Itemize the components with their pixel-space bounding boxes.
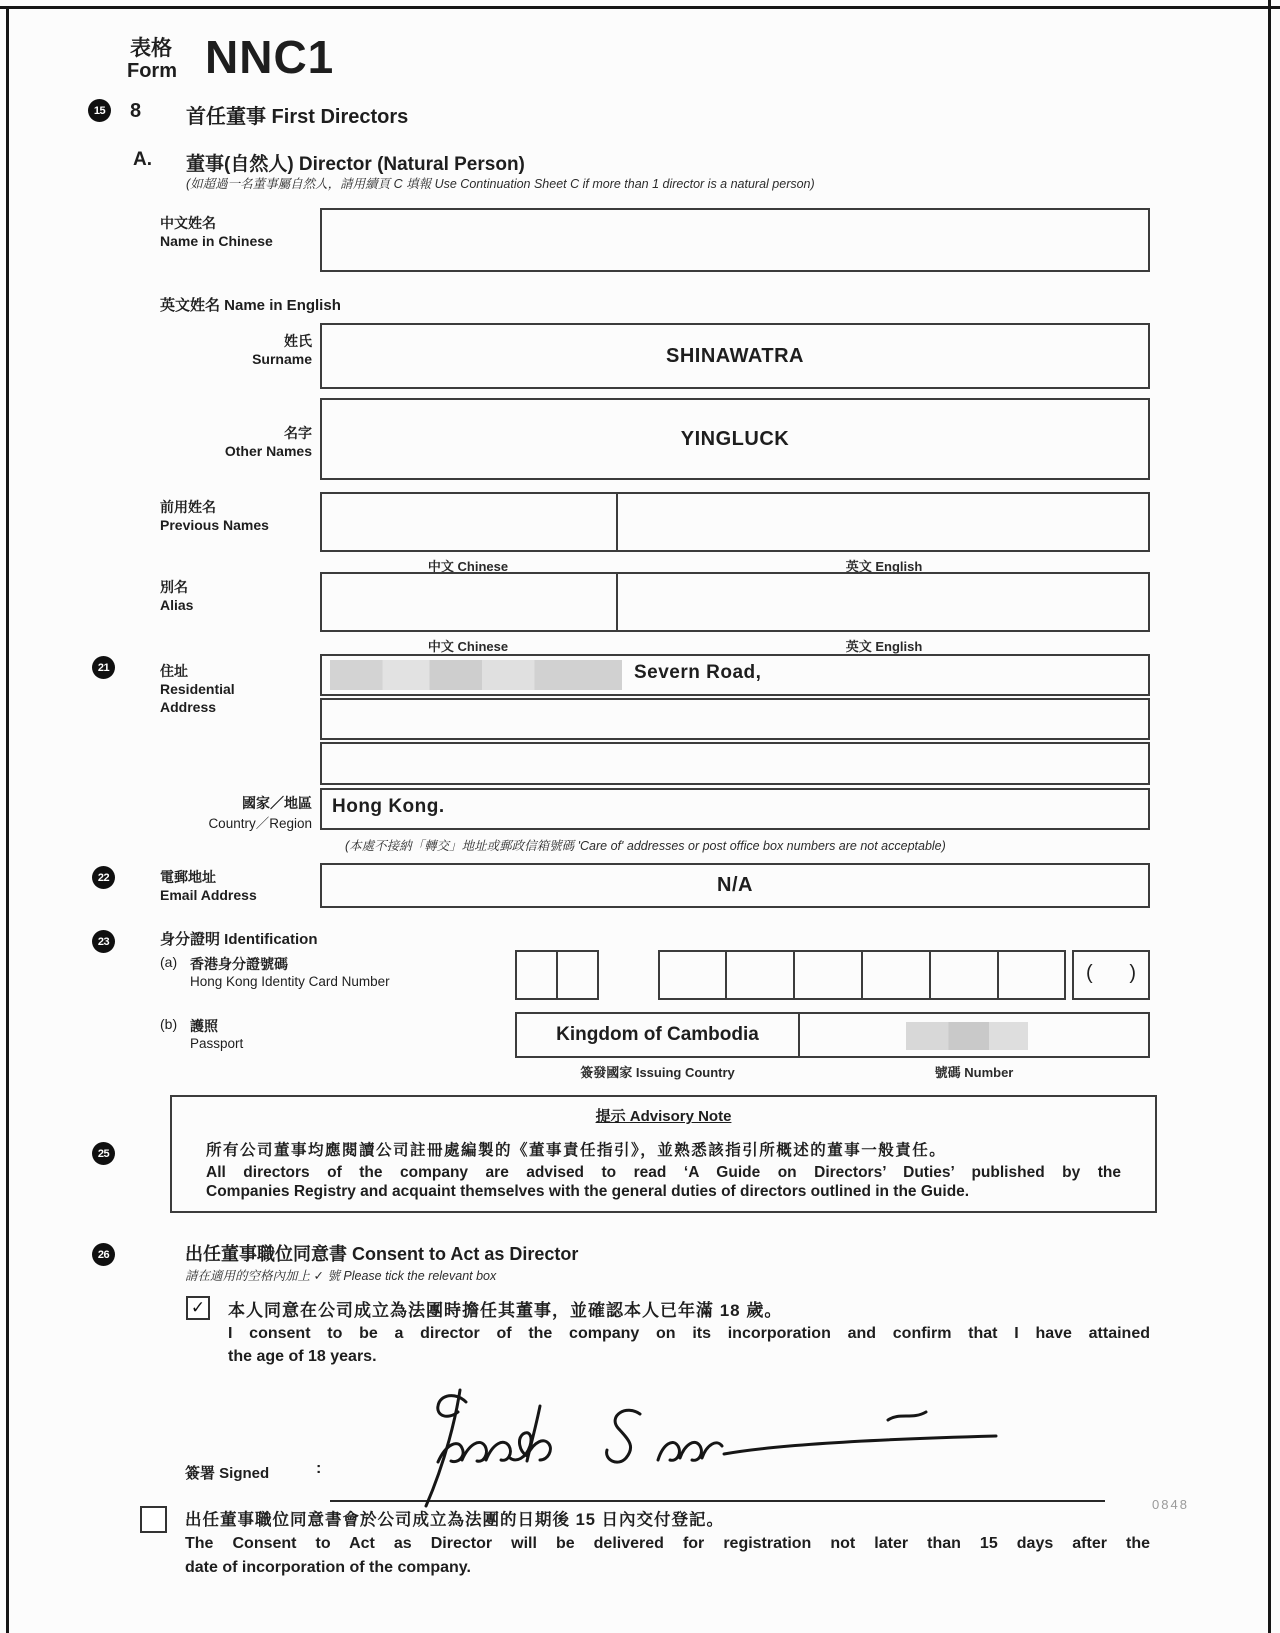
address-label-zh: 住址 bbox=[160, 663, 188, 679]
other-names-label-zh: 名字 bbox=[284, 425, 312, 441]
hkid-label-zh: 香港身分證號碼 bbox=[190, 956, 288, 972]
advisory-en-line1: All directors of the company are advised to read ‘A Guide on Directors’ Duties’ published by the bbox=[206, 1164, 1121, 1181]
marker-21-badge: 21 bbox=[92, 656, 115, 679]
country-field bbox=[320, 788, 1150, 830]
marker-22-badge: 22 bbox=[92, 866, 115, 889]
surname-field bbox=[320, 323, 1150, 389]
consent-title: 出任董事職位同意書 Consent to Act as Director bbox=[185, 1244, 579, 1264]
other-names-label-en: Other Names bbox=[224, 443, 312, 459]
name-chinese-label-zh: 中文姓名 bbox=[160, 215, 216, 231]
email-label-en: Email Address bbox=[160, 887, 257, 903]
signed-label: 簽署 Signed bbox=[185, 1465, 270, 1482]
consent-option2-en2: date of incorporation of the company. bbox=[185, 1559, 471, 1576]
marker-25-badge: 25 bbox=[92, 1142, 115, 1165]
part-a-note: (如超過一名董事屬自然人，請用續頁 C 填報 Use Continuation Sheet C if more than 1 director is a natural person) bbox=[186, 177, 815, 191]
address-label-en1: Residential bbox=[160, 681, 235, 697]
consent-option1-zh: 本人同意在公司成立為法團時擔任其董事，並確認本人已年滿 18 歲。 bbox=[228, 1301, 783, 1320]
previous-names-label-en: Previous Names bbox=[160, 517, 269, 533]
scan-edge-top bbox=[0, 6, 1280, 9]
consent-option1-en1: I consent to be a director of the company on its incorporation and confirm that I have attained bbox=[228, 1325, 1150, 1342]
part-a-letter: A. bbox=[133, 149, 152, 170]
consent-note: 請在適用的空格內加上 ✓ 號 Please tick the relevant box bbox=[185, 1269, 497, 1283]
signature bbox=[368, 1378, 1018, 1513]
email-label-zh: 電郵地址 bbox=[160, 869, 216, 885]
country-note: (本處不接納「轉交」地址或郵政信箱號碼 'Care of' addresses or post office box numbers are not acceptable) bbox=[345, 839, 946, 853]
form-label-en: Form bbox=[127, 60, 177, 82]
passport-country-field bbox=[515, 1012, 800, 1058]
identification-title: 身分證明 Identification bbox=[160, 931, 318, 948]
advisory-zh: 所有公司董事均應閱讀公司註冊處編製的《董事責任指引》，並熟悉該指引所概述的董事一般責任。 bbox=[206, 1142, 947, 1159]
form-code: NNC1 bbox=[205, 31, 335, 83]
hkid-item: (a) bbox=[160, 954, 178, 970]
address-label-en2: Address bbox=[160, 699, 217, 715]
issuing-country-caption: 簽發國家 Issuing Country bbox=[580, 1065, 735, 1080]
passport-number-field bbox=[798, 1012, 1150, 1058]
country-label-zh: 國家／地區 bbox=[242, 795, 312, 811]
marker-15-badge: 15 bbox=[88, 99, 111, 122]
previous-names-divider bbox=[616, 492, 618, 552]
alias-cap-zh: 中文 Chinese bbox=[427, 639, 509, 654]
passport-country-value: Kingdom of Cambodia bbox=[556, 1024, 759, 1045]
hkid-digit-cells bbox=[658, 950, 1066, 1000]
advisory-note-box bbox=[170, 1095, 1157, 1213]
email-value: N/A bbox=[717, 874, 753, 896]
alias-label-en: Alias bbox=[160, 597, 194, 613]
signed-colon: : bbox=[316, 1460, 322, 1477]
section-title: 首任董事 First Directors bbox=[186, 106, 409, 128]
passport-label-zh: 護照 bbox=[190, 1018, 218, 1034]
address-line2-field bbox=[320, 698, 1150, 740]
surname-label-zh: 姓氏 bbox=[284, 333, 312, 349]
section-number: 8 bbox=[130, 100, 142, 122]
passport-number-redaction bbox=[906, 1022, 1028, 1050]
surname-value: SHINAWATRA bbox=[666, 344, 804, 367]
other-names-field bbox=[320, 398, 1150, 480]
hkid-paren-open: ( bbox=[1086, 962, 1093, 984]
country-label-en: Country／Region bbox=[208, 816, 312, 831]
surname-label-en: Surname bbox=[252, 351, 312, 367]
passport-number-caption: 號碼 Number bbox=[934, 1065, 1014, 1080]
address-line3-field bbox=[320, 742, 1150, 785]
address-line1-field bbox=[320, 654, 1150, 696]
address-redaction bbox=[330, 660, 622, 690]
alias-field bbox=[320, 572, 1150, 632]
marker-26-badge: 26 bbox=[92, 1243, 115, 1266]
name-chinese-label-en: Name in Chinese bbox=[160, 233, 273, 249]
form-label-zh: 表格 bbox=[130, 37, 172, 60]
previous-names-cap-en: 英文 English bbox=[845, 559, 923, 574]
name-chinese-field bbox=[320, 208, 1150, 272]
previous-names-label-zh: 前用姓名 bbox=[160, 499, 216, 515]
consent-checkbox-ticked bbox=[186, 1296, 210, 1320]
hkid-prefix-cells bbox=[515, 950, 599, 1000]
marker-23-badge: 23 bbox=[92, 930, 115, 953]
alias-cap-en: 英文 English bbox=[845, 639, 923, 654]
scan-edge-left bbox=[6, 6, 9, 1633]
consent-checkbox-unticked bbox=[140, 1506, 167, 1533]
advisory-title: 提示 Advisory Note bbox=[595, 1108, 732, 1125]
alias-divider bbox=[616, 572, 618, 632]
alias-label-zh: 別名 bbox=[160, 579, 188, 595]
advisory-en-line2: Companies Registry and acquaint themselves with the general duties of directors outlined in the Guide. bbox=[206, 1183, 970, 1200]
part-a-title: 董事(自然人) Director (Natural Person) bbox=[186, 154, 525, 175]
page-number: 0848 bbox=[1152, 1497, 1189, 1512]
hkid-paren-close: ) bbox=[1129, 962, 1136, 984]
address-line1-value: Severn Road, bbox=[634, 662, 762, 683]
name-english-heading: 英文姓名 Name in English bbox=[160, 297, 341, 314]
hkid-check-digit-cell bbox=[1072, 950, 1150, 1000]
previous-names-field bbox=[320, 492, 1150, 552]
email-field bbox=[320, 863, 1150, 908]
consent-option1-en2: the age of 18 years. bbox=[228, 1348, 377, 1365]
other-names-value: YINGLUCK bbox=[680, 427, 790, 450]
hkid-label-en: Hong Kong Identity Card Number bbox=[190, 974, 390, 989]
passport-item: (b) bbox=[160, 1016, 178, 1032]
scan-edge-right bbox=[1268, 0, 1271, 1633]
previous-names-cap-zh: 中文 Chinese bbox=[427, 559, 509, 574]
country-value: Hong Kong. bbox=[332, 796, 445, 817]
consent-option2-en1: The Consent to Act as Director will be delivered for registration not later than 15 days after the bbox=[185, 1535, 1150, 1552]
passport-label-en: Passport bbox=[190, 1036, 244, 1051]
checkmark-icon: ✓ bbox=[190, 1298, 206, 1317]
consent-option2-zh: 出任董事職位同意書會於公司成立為法團的日期後 15 日內交付登記。 bbox=[185, 1511, 725, 1529]
